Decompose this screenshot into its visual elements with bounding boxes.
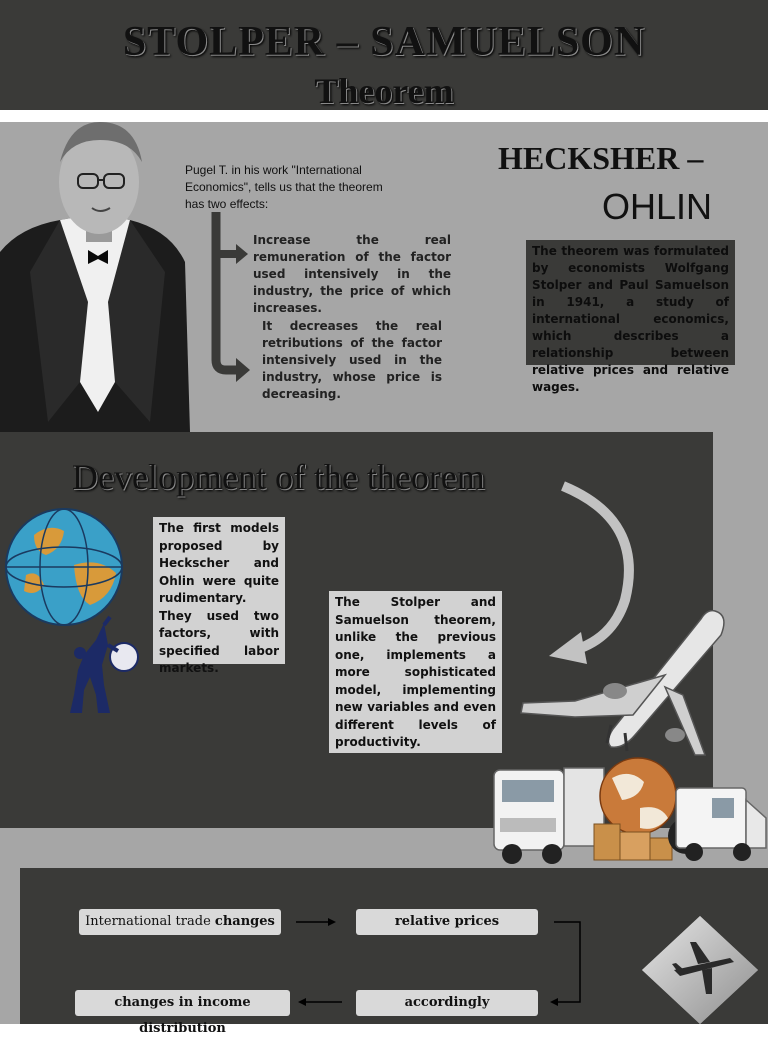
flow-step-relative-prices: relative prices [356,909,538,935]
header-banner [0,0,768,110]
flow-step-income-distribution: changes in income distribution [75,990,290,1016]
development-title: Development of the theorem [72,457,485,497]
first-models-card: The first models proposed by Heckscher and Ohlin were quite rudimentary. They used two factors, with specified labor markets. [153,517,285,664]
flow-step-prefix: International trade [85,914,215,929]
bracket-arrow-icon [206,212,256,382]
ohlin-title: OHLIN [602,186,713,227]
stolper-samuelson-card: The Stolper and Samuelson theorem, unlike the previous one, implements a more sophisticated model, implementing new variables and even different levels of productivity. [329,591,502,753]
airplane-icon [515,605,730,765]
flow-step-bold: changes [214,914,275,929]
atlas-globe-icon [4,505,144,720]
flow-step-trade-changes [79,909,281,935]
theorem-description-box: The theorem was formulated by economists Wolfgang Stolper and Paul Samuelson in 1941, a study of international economics, which describes a relationship between relative prices and relative wages. [526,240,735,365]
flow-left-strip [0,868,20,1024]
trucks-globe-icon [490,748,768,866]
effects-section [0,122,768,432]
page-title: STOLPER – SAMUELSON [122,19,646,65]
hecksher-title: HECKSHER – [498,140,704,176]
effect-two: It decreases the real retributions of the factor intensively used in the industry, whose price is decreasing. [262,319,442,401]
page-subtitle: Theorem [314,71,454,111]
flow-step-accordingly: accordingly [356,990,538,1016]
portrait-photo [0,122,190,432]
effect-one: Increase the real remuneration of the factor used intensively in the industry, the price of which increases. [253,233,451,315]
intro-text: Pugel T. in his work "International Economics", tells us that the theorem has two effects: [185,163,383,211]
diamond-airplane-icon [640,912,760,1024]
